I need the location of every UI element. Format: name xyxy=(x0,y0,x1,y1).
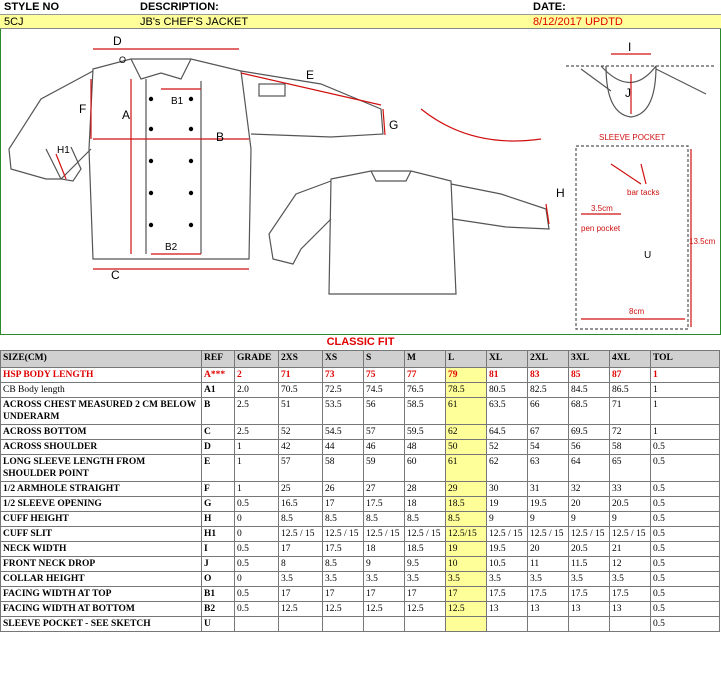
table-cell: 61 xyxy=(446,455,487,482)
table-cell: 52 xyxy=(279,425,323,440)
column-header: M xyxy=(405,351,446,368)
table-cell: 1 xyxy=(651,398,720,425)
column-header: L xyxy=(446,351,487,368)
table-cell: FRONT NECK DROP xyxy=(1,557,202,572)
table-cell xyxy=(610,617,651,632)
table-cell: A1 xyxy=(202,383,235,398)
table-cell: 53.5 xyxy=(323,398,364,425)
table-cell: 16.5 xyxy=(279,497,323,512)
column-header: XS xyxy=(323,351,364,368)
table-cell: H1 xyxy=(202,527,235,542)
table-cell: 81 xyxy=(487,368,528,383)
table-cell: 75 xyxy=(364,368,405,383)
table-cell: 19.5 xyxy=(487,542,528,557)
table-cell: 30 xyxy=(487,482,528,497)
table-cell: ACROSS BOTTOM xyxy=(1,425,202,440)
table-cell: 66 xyxy=(528,398,569,425)
label-c: C xyxy=(111,268,120,282)
label-e: E xyxy=(306,68,315,82)
table-cell: 17 xyxy=(279,542,323,557)
table-cell: 12.5 / 15 xyxy=(610,527,651,542)
table-cell: U xyxy=(202,617,235,632)
table-row xyxy=(1,455,720,482)
label-j: J xyxy=(625,86,631,100)
fit-title: CLASSIC FIT xyxy=(326,336,395,348)
table-cell: 12.5 / 15 xyxy=(569,527,610,542)
table-cell: 8 xyxy=(279,557,323,572)
table-cell: 3.5 xyxy=(528,572,569,587)
table-cell: 69.5 xyxy=(569,425,610,440)
table-cell: B2 xyxy=(202,602,235,617)
table-cell: 3.5 xyxy=(487,572,528,587)
table-row xyxy=(1,602,720,617)
table-cell: 8.5 xyxy=(323,557,364,572)
table-cell: 1 xyxy=(651,383,720,398)
table-cell: 63 xyxy=(528,455,569,482)
table-cell: 73 xyxy=(323,368,364,383)
table-cell: J xyxy=(202,557,235,572)
table-cell: 0.5 xyxy=(651,455,720,482)
pocket-width-label: 8cm xyxy=(629,307,645,316)
table-row xyxy=(1,512,720,527)
label-b: B xyxy=(216,130,225,144)
table-cell: 29 xyxy=(446,482,487,497)
table-row xyxy=(1,587,720,602)
table-cell: 72 xyxy=(610,425,651,440)
pocket-title: SLEEVE POCKET xyxy=(599,133,666,142)
table-cell: 61 xyxy=(446,398,487,425)
table-row xyxy=(1,572,720,587)
table-cell: H xyxy=(202,512,235,527)
table-cell: 17 xyxy=(279,587,323,602)
table-cell: CUFF SLIT xyxy=(1,527,202,542)
table-cell: 31 xyxy=(528,482,569,497)
table-cell: 17 xyxy=(364,587,405,602)
table-cell: COLLAR HEIGHT xyxy=(1,572,202,587)
table-cell: 2.5 xyxy=(235,425,279,440)
table-cell: 62 xyxy=(446,425,487,440)
table-cell: 8.5 xyxy=(364,512,405,527)
table-cell: 54 xyxy=(528,440,569,455)
table-cell: 1 xyxy=(651,425,720,440)
table-cell: FACING WIDTH AT BOTTOM xyxy=(1,602,202,617)
table-cell: 78.5 xyxy=(446,383,487,398)
table-cell: 50 xyxy=(446,440,487,455)
table-row xyxy=(1,557,720,572)
table-cell: 17.5 xyxy=(569,587,610,602)
table-cell: 19 xyxy=(487,497,528,512)
table-cell: 2.5 xyxy=(235,398,279,425)
table-cell: F xyxy=(202,482,235,497)
table-cell: 46 xyxy=(364,440,405,455)
table-cell: 25 xyxy=(279,482,323,497)
button-dots xyxy=(149,97,193,227)
table-cell: 17.5 xyxy=(323,542,364,557)
table-cell: 51 xyxy=(279,398,323,425)
table-cell: 0.5 xyxy=(235,542,279,557)
table-cell: ACROSS CHEST MEASURED 2 CM BELOW UNDERARM xyxy=(1,398,202,425)
table-cell: 56 xyxy=(569,440,610,455)
table-cell: 13 xyxy=(569,602,610,617)
table-cell: 1 xyxy=(235,482,279,497)
table-cell: 74.5 xyxy=(364,383,405,398)
table-cell xyxy=(323,617,364,632)
table-cell: 0.5 xyxy=(235,602,279,617)
table-row xyxy=(1,398,720,425)
column-header: XL xyxy=(487,351,528,368)
table-cell: 0.5 xyxy=(651,602,720,617)
table-row xyxy=(1,383,720,398)
table-cell: 17.5 xyxy=(528,587,569,602)
table-cell: 12.5 xyxy=(405,602,446,617)
table-cell: 1/2 SLEEVE OPENING xyxy=(1,497,202,512)
column-header: 3XL xyxy=(569,351,610,368)
table-cell: 18 xyxy=(364,542,405,557)
label-d: D xyxy=(113,34,122,48)
table-cell: 12.5 / 15 xyxy=(364,527,405,542)
table-cell: 1/2 ARMHOLE STRAIGHT xyxy=(1,482,202,497)
table-cell: 26 xyxy=(323,482,364,497)
table-row xyxy=(1,440,720,455)
table-cell: 17.5 xyxy=(487,587,528,602)
table-cell: 80.5 xyxy=(487,383,528,398)
table-cell: 17.5 xyxy=(610,587,651,602)
table-cell: 13 xyxy=(487,602,528,617)
table-cell: 8.5 xyxy=(279,512,323,527)
table-cell: 64 xyxy=(569,455,610,482)
label-g: G xyxy=(389,118,399,132)
table-cell: HSP BODY LENGTH xyxy=(1,368,202,383)
label-a: A xyxy=(122,108,131,122)
table-cell: 0 xyxy=(235,527,279,542)
label-i: I xyxy=(628,40,632,54)
table-cell: 9 xyxy=(487,512,528,527)
table-cell: 0 xyxy=(235,512,279,527)
pocket-letter-u: U xyxy=(644,250,652,261)
table-cell: LONG SLEEVE LENGTH FROM SHOULDER POINT xyxy=(1,455,202,482)
table-cell: 56 xyxy=(364,398,405,425)
table-cell: NECK WIDTH xyxy=(1,542,202,557)
table-cell: 10.5 xyxy=(487,557,528,572)
table-cell xyxy=(446,617,487,632)
table-cell: 76.5 xyxy=(405,383,446,398)
table-row xyxy=(1,482,720,497)
table-cell: 2.0 xyxy=(235,383,279,398)
table-row xyxy=(1,542,720,557)
table-cell: 9 xyxy=(569,512,610,527)
table-cell xyxy=(364,617,405,632)
table-cell: 48 xyxy=(405,440,446,455)
table-cell: 0.5 xyxy=(235,557,279,572)
table-row xyxy=(1,527,720,542)
table-cell: 9.5 xyxy=(405,557,446,572)
table-cell: 9 xyxy=(528,512,569,527)
table-cell: C xyxy=(202,425,235,440)
table-cell: 9 xyxy=(364,557,405,572)
table-cell: 85 xyxy=(569,368,610,383)
table-cell: 12.5 / 15 xyxy=(279,527,323,542)
label-b2: B2 xyxy=(165,242,178,253)
table-cell: 1 xyxy=(651,368,720,383)
table-cell: 68.5 xyxy=(569,398,610,425)
column-header: 4XL xyxy=(610,351,651,368)
table-cell: 82.5 xyxy=(528,383,569,398)
table-cell: E xyxy=(202,455,235,482)
table-cell: 0.5 xyxy=(651,572,720,587)
table-cell: 3.5 xyxy=(405,572,446,587)
column-header: SIZE(CM) xyxy=(1,351,202,368)
table-cell: 0.5 xyxy=(651,497,720,512)
table-cell: 0.5 xyxy=(651,482,720,497)
table-cell: 27 xyxy=(364,482,405,497)
garment-sketch-area xyxy=(0,29,721,335)
table-row xyxy=(1,425,720,440)
table-cell: 19.5 xyxy=(528,497,569,512)
table-cell: 12.5 xyxy=(279,602,323,617)
table-cell: 19 xyxy=(446,542,487,557)
table-cell: 12.5 / 15 xyxy=(323,527,364,542)
table-cell: 72.5 xyxy=(323,383,364,398)
table-cell: 86.5 xyxy=(610,383,651,398)
table-cell: 3.5 xyxy=(364,572,405,587)
table-cell: 52 xyxy=(487,440,528,455)
table-cell: 10 xyxy=(446,557,487,572)
column-header: TOL xyxy=(651,351,720,368)
label-h: H xyxy=(556,186,565,200)
table-cell: FACING WIDTH AT TOP xyxy=(1,587,202,602)
table-cell xyxy=(235,617,279,632)
table-cell: 18.5 xyxy=(446,497,487,512)
table-cell: 54.5 xyxy=(323,425,364,440)
table-cell: 32 xyxy=(569,482,610,497)
table-cell: 11.5 xyxy=(569,557,610,572)
table-cell: CB Body length xyxy=(1,383,202,398)
label-f: F xyxy=(79,102,87,116)
column-header: REF xyxy=(202,351,235,368)
table-cell: 64.5 xyxy=(487,425,528,440)
column-header: 2XL xyxy=(528,351,569,368)
table-cell: 3.5 xyxy=(610,572,651,587)
table-cell: G xyxy=(202,497,235,512)
table-cell: 60 xyxy=(405,455,446,482)
table-cell: 12.5 / 15 xyxy=(528,527,569,542)
table-cell: 18 xyxy=(405,497,446,512)
table-cell: D xyxy=(202,440,235,455)
header-values-row xyxy=(0,15,721,29)
table-cell: 12.5 / 15 xyxy=(487,527,528,542)
table-cell: 28 xyxy=(405,482,446,497)
table-cell: 63.5 xyxy=(487,398,528,425)
label-o: O xyxy=(119,55,127,65)
table-cell: 17 xyxy=(323,497,364,512)
description-label: DESCRIPTION: xyxy=(140,1,219,13)
table-cell: 44 xyxy=(323,440,364,455)
pen-pocket-label: pen pocket xyxy=(581,224,621,233)
spec-table xyxy=(0,350,720,632)
table-cell: 12.5 xyxy=(323,602,364,617)
table-row xyxy=(1,497,720,512)
table-cell: 0 xyxy=(235,572,279,587)
pocket-height-label: 13.5cm xyxy=(689,237,716,246)
table-cell: 0.5 xyxy=(651,542,720,557)
table-row xyxy=(1,368,720,383)
table-cell: 71 xyxy=(279,368,323,383)
style-no-value: 5CJ xyxy=(4,16,24,28)
table-cell: 20.5 xyxy=(610,497,651,512)
label-b1: B1 xyxy=(171,96,184,107)
table-cell: 18.5 xyxy=(405,542,446,557)
table-cell xyxy=(405,617,446,632)
table-cell: 12 xyxy=(610,557,651,572)
table-cell: 0.5 xyxy=(651,557,720,572)
table-cell: 13 xyxy=(528,602,569,617)
table-cell: 57 xyxy=(364,425,405,440)
table-cell xyxy=(528,617,569,632)
column-header: S xyxy=(364,351,405,368)
table-cell: 20 xyxy=(528,542,569,557)
table-cell: 42 xyxy=(279,440,323,455)
jacket-sketch xyxy=(1,29,720,334)
table-cell: 58 xyxy=(610,440,651,455)
table-cell: 84.5 xyxy=(569,383,610,398)
table-cell: 33 xyxy=(610,482,651,497)
table-cell xyxy=(569,617,610,632)
column-header: 2XS xyxy=(279,351,323,368)
table-cell: 17.5 xyxy=(364,497,405,512)
table-cell: 77 xyxy=(405,368,446,383)
table-cell: 9 xyxy=(610,512,651,527)
table-cell: 71 xyxy=(610,398,651,425)
table-cell: CUFF HEIGHT xyxy=(1,512,202,527)
measure-lines xyxy=(56,49,691,327)
header-labels-row xyxy=(0,0,721,15)
table-cell: 3.5 xyxy=(323,572,364,587)
table-cell: 20.5 xyxy=(569,542,610,557)
style-no-label: STYLE NO xyxy=(4,1,60,13)
table-header-row xyxy=(1,351,720,368)
table-cell: 65 xyxy=(610,455,651,482)
description-value: JB's CHEF'S JACKET xyxy=(140,16,249,28)
table-cell: 58.5 xyxy=(405,398,446,425)
table-cell: 12.5 / 15 xyxy=(405,527,446,542)
table-cell: 17 xyxy=(446,587,487,602)
table-cell: 87 xyxy=(610,368,651,383)
table-cell: B xyxy=(202,398,235,425)
table-cell: ACROSS SHOULDER xyxy=(1,440,202,455)
table-cell: 0.5 xyxy=(651,617,720,632)
table-cell: 12.5/15 xyxy=(446,527,487,542)
table-cell: 8.5 xyxy=(446,512,487,527)
bar-tacks-label: bar tacks xyxy=(627,188,660,197)
table-cell: 0.5 xyxy=(235,497,279,512)
table-cell: 70.5 xyxy=(279,383,323,398)
label-h1: H1 xyxy=(57,145,70,156)
table-cell: 59.5 xyxy=(405,425,446,440)
table-cell: 12.5 xyxy=(446,602,487,617)
date-label: DATE: xyxy=(533,1,566,13)
table-cell: I xyxy=(202,542,235,557)
table-cell: 1 xyxy=(235,455,279,482)
table-cell: 21 xyxy=(610,542,651,557)
table-cell: 58 xyxy=(323,455,364,482)
table-cell: 83 xyxy=(528,368,569,383)
table-cell: 0.5 xyxy=(651,440,720,455)
table-cell: O xyxy=(202,572,235,587)
table-cell: 0.5 xyxy=(651,587,720,602)
table-cell: 0.5 xyxy=(651,527,720,542)
pen-width-label: 3.5cm xyxy=(591,204,613,213)
table-cell: 79 xyxy=(446,368,487,383)
date-value: 8/12/2017 UPDTD xyxy=(533,16,623,28)
table-cell: 67 xyxy=(528,425,569,440)
table-cell: 13 xyxy=(610,602,651,617)
table-cell: 62 xyxy=(487,455,528,482)
table-cell xyxy=(487,617,528,632)
table-cell: 1 xyxy=(235,440,279,455)
table-cell: 17 xyxy=(323,587,364,602)
table-cell: 0.5 xyxy=(651,512,720,527)
table-cell: B1 xyxy=(202,587,235,602)
table-cell: 8.5 xyxy=(405,512,446,527)
table-cell: 57 xyxy=(279,455,323,482)
table-cell xyxy=(279,617,323,632)
table-cell: 12.5 xyxy=(364,602,405,617)
table-cell: 3.5 xyxy=(279,572,323,587)
table-cell: 59 xyxy=(364,455,405,482)
table-row xyxy=(1,617,720,632)
column-header: GRADE xyxy=(235,351,279,368)
table-cell: 11 xyxy=(528,557,569,572)
table-cell: 0.5 xyxy=(235,587,279,602)
table-cell: 17 xyxy=(405,587,446,602)
table-cell: 20 xyxy=(569,497,610,512)
table-cell: A*** xyxy=(202,368,235,383)
table-cell: 2 xyxy=(235,368,279,383)
table-cell: SLEEVE POCKET - SEE SKETCH xyxy=(1,617,202,632)
table-cell: 8.5 xyxy=(323,512,364,527)
table-cell: 3.5 xyxy=(446,572,487,587)
table-cell: 3.5 xyxy=(569,572,610,587)
